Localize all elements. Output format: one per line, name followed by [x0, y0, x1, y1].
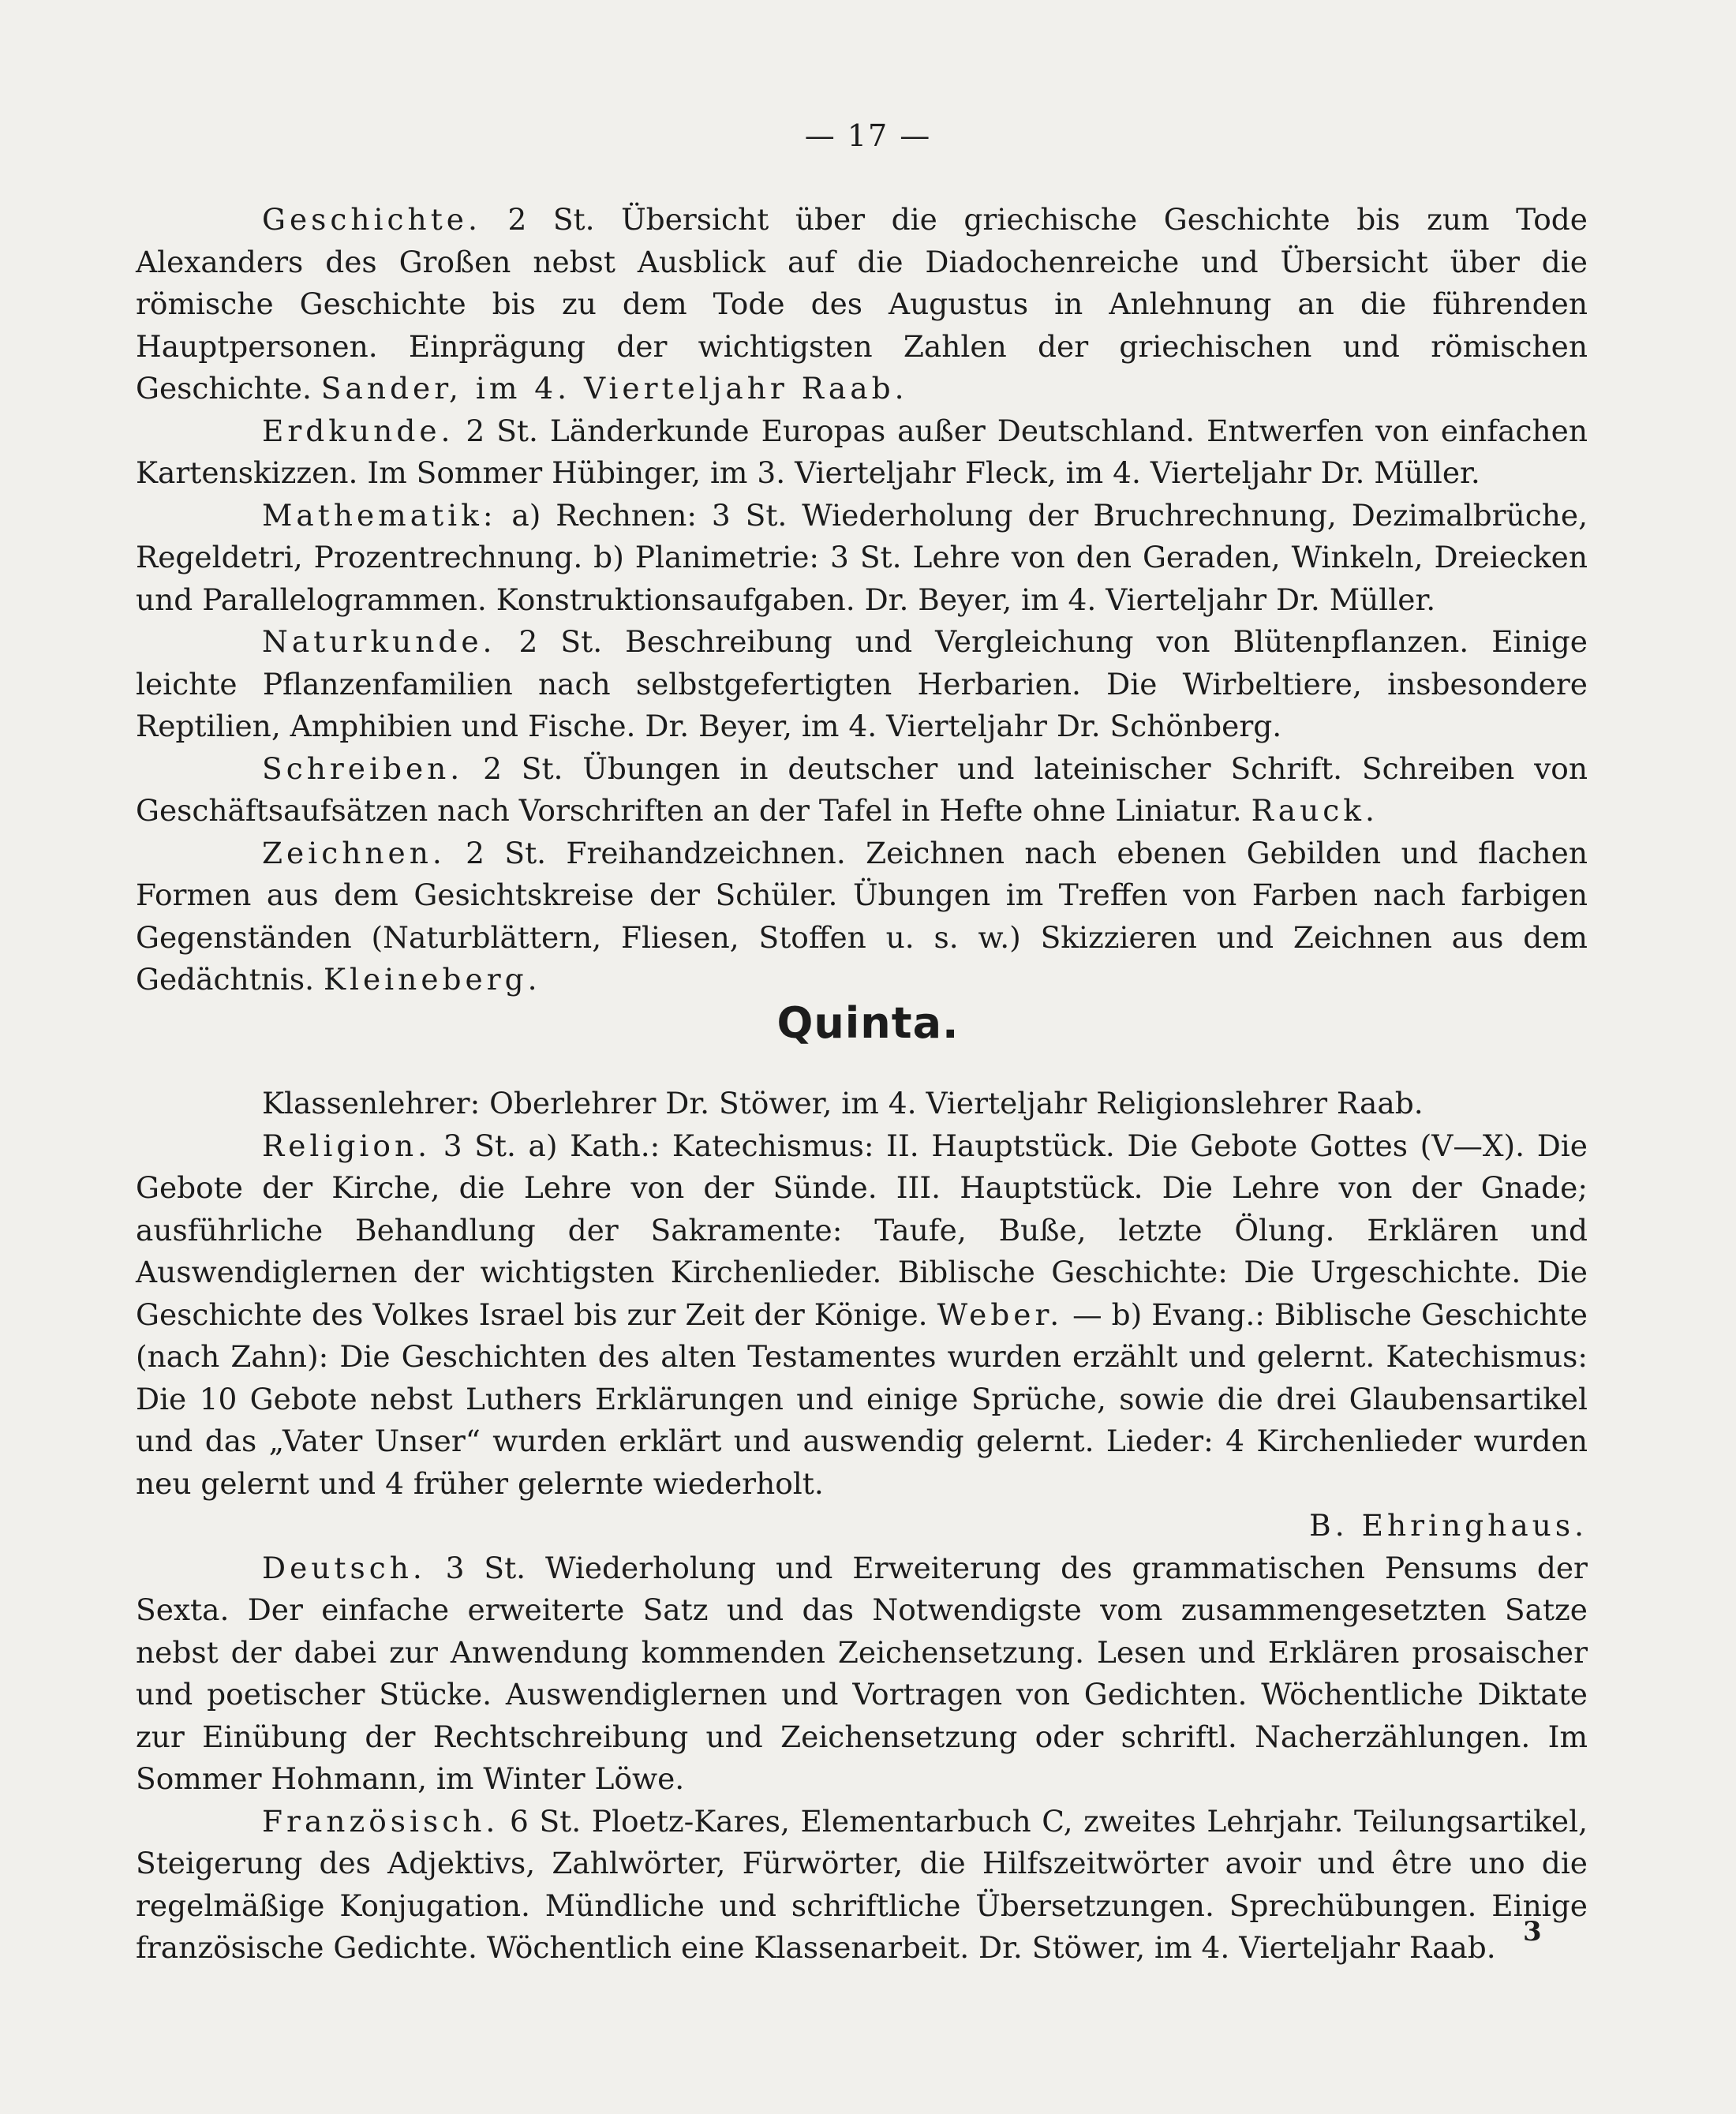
paragraph-franzoesisch	[136, 1801, 1588, 1970]
religion-signature	[136, 1505, 1588, 1547]
teacher-names: Dr. Beyer, im 4. Vierteljahr Dr. Müller.	[864, 582, 1436, 617]
teacher-names: Weber.	[937, 1296, 1064, 1332]
subject-heading: Mathematik:	[262, 497, 497, 533]
section-title: Quinta.	[776, 998, 960, 1048]
subject-heading: Französisch.	[262, 1803, 499, 1839]
paragraph-religion	[136, 1125, 1588, 1506]
class-teacher-line	[136, 1083, 1588, 1125]
teacher-names: Dr. Beyer, im 4. Vierteljahr Dr. Schönberg.	[645, 709, 1282, 743]
teacher-names: Kleineberg.	[323, 962, 541, 997]
teacher-names: Im Sommer Hübinger, im 3. Vierteljahr Fleck, im 4. Vierteljahr Dr. Müller.	[367, 455, 1480, 490]
teacher-names: Im Sommer Hohmann, im Winter Löwe.	[136, 1719, 1588, 1796]
teacher-names: Sander, im 4. Vierteljahr Raab.	[320, 371, 908, 406]
paragraph-text: — b) Evang.: Biblische Geschichte (nach Zahn): Die Geschichten des alten Testamentes wurden erzählt und gelernt. Katechismus: Die 10 Gebote nebst Luthers Erklärungen und einige Sprüche, sowie die drei Glaubensartikel und das „Vater Unser“ wurden erklärt und auswendig gelernt. Lieder: 4 Kirchenlieder wurden neu gelernt und 4 früher gelernte wiederholt.	[136, 1296, 1588, 1501]
paragraph-text: 3 St. a) Kath.: Katechismus: II. Hauptstück. Die Gebote Gottes (V—X). Die Gebote der Kirche, die Lehre von der Sünde. III. Hauptstück. Die Lehre von der Gnade; ausführliche Behandlung der Sakramente: Taufe, Buße, letzte Ölung. Erklären und Auswendiglernen der wichtigsten Kirchenlieder. Biblische Geschichte: Die Urgeschichte. Die Geschichte des Volkes Israel bis zur Zeit der Könige.	[136, 1128, 1588, 1332]
subject-heading: Religion.	[262, 1128, 432, 1163]
subject-heading: Deutsch.	[262, 1550, 426, 1585]
paragraph-geschichte	[136, 199, 1588, 410]
subject-heading: Erdkunde.	[262, 413, 455, 448]
paragraph-naturkunde	[136, 621, 1588, 748]
subject-heading: Geschichte.	[262, 202, 481, 237]
paragraph-erdkunde	[136, 410, 1588, 495]
paragraph-text: 6 St. Ploetz-Kares, Elementarbuch C, zweites Lehrjahr. Teilungsartikel, Steigerung des Adjektivs, Zahlwörter, Fürwörter, die Hilfszeitwörter avoir und être uno die regelmäßige Konjugation. Mündliche und schriftliche Übersetzungen. Sprechübungen. Einige französische Gedichte. Wöchentlich eine Klassenarbeit.	[136, 1803, 1588, 1965]
top-text-block	[136, 199, 1588, 1001]
teacher-names: Dr. Stöwer, im 4. Vierteljahr Raab.	[978, 1930, 1496, 1965]
page-number: — 17 —	[804, 118, 932, 153]
paragraph-text: a) Rechnen: 3 St. Wiederholung der Bruchrechnung, Dezimalbrüche, Regeldetri, Prozentrechnung. b) Planimetrie: 3 St. Lehre von den Geraden, Winkeln, Dreiecken und Parallelogrammen. Konstruktionsaufgaben.	[136, 497, 1588, 617]
paragraph-deutsch	[136, 1547, 1588, 1801]
paragraph-text: 3 St. Wiederholung und Erweiterung des grammatischen Pensums der Sexta. Der einfache erweiterte Satz und das Notwendigste vom zusammengesetzten Satze nebst der dabei zur Anwendung kommenden Zeichensetzung. Lesen und Erklären prosaischer und poetischer Stücke. Auswendiglernen und Vortragen von Gedichten. Wöchentliche Diktate zur Einübung der Rechtschreibung und Zeichensetzung oder schriftl. Nacherzählungen.	[136, 1550, 1588, 1754]
paragraph-mathematik	[136, 495, 1588, 622]
paragraph-text: 2 St. Freihandzeichnen. Zeichnen nach ebenen Gebilden und flachen Formen aus dem Gesichtskreise der Schüler. Übungen im Treffen von Farben nach farbigen Gegenständen (Naturblättern, Fliesen, Stoffen u. s. w.) Skizzieren und Zeichnen aus dem Gedächtnis.	[136, 835, 1588, 997]
paragraph-schreiben	[136, 748, 1588, 833]
paragraph-text: 2 St. Übersicht über die griechische Geschichte bis zum Tode Alexanders des Großen nebst Ausblick auf die Diadochenreiche und Übersicht über die römische Geschichte bis zu dem Tode des Augustus in Anlehnung an die führenden Hauptpersonen. Einprägung der wichtigsten Zahlen der griechischen und römischen Geschichte.	[136, 202, 1588, 406]
subject-heading: Schreiben.	[262, 750, 464, 786]
paragraph-text: 2 St. Beschreibung und Vergleichung von Blütenpflanzen. Einige leichte Pflanzenfamilien nach selbstgefertigten Herbarien. Die Wirbeltiere, insbesondere Reptilien, Amphibien und Fische.	[136, 624, 1588, 743]
paragraph-text: 2 St. Länderkunde Europas außer Deutschland. Entwerfen von einfachen Kartenskizzen.	[136, 413, 1588, 490]
bottom-text-block	[136, 1083, 1588, 1970]
class-teacher-label: Klassenlehrer:	[262, 1086, 490, 1121]
subject-heading: Zeichnen.	[262, 835, 446, 870]
teacher-names: Rauck.	[1251, 793, 1379, 828]
paragraph-zeichnen	[136, 833, 1588, 1001]
class-teacher-text: Oberlehrer Dr. Stöwer, im 4. Vierteljahr Religionslehrer Raab.	[489, 1086, 1424, 1121]
subject-heading: Naturkunde.	[262, 624, 496, 659]
paragraph-text: 2 St. Übungen in deutscher und lateinischer Schrift. Schreiben von Geschäftsaufsätzen nach Vorschriften an der Tafel in Hefte ohne Liniatur.	[136, 750, 1588, 828]
teacher-names: B. Ehringhaus.	[1309, 1508, 1588, 1543]
sheet-number: 3	[1523, 1916, 1542, 1947]
